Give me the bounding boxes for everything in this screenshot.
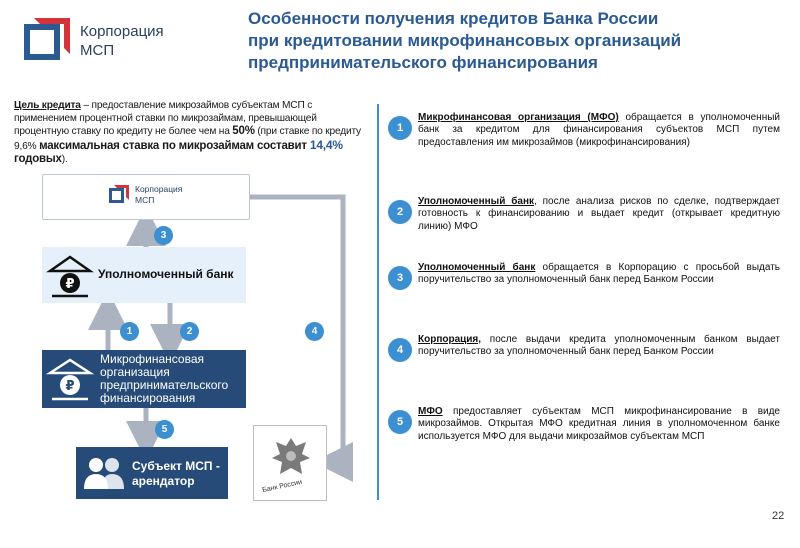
step-title: Корпорация,: [418, 334, 482, 345]
corporation-box: [42, 174, 250, 220]
page-title: [248, 8, 788, 74]
msp-subject-box: [76, 447, 228, 499]
svg-text:₽: ₽: [65, 379, 75, 394]
arrow-4: [250, 197, 343, 462]
step-number: 2: [388, 200, 412, 224]
people-icon: [82, 455, 126, 491]
bank-building-icon: [46, 251, 94, 299]
page-number: 22: [772, 510, 785, 522]
title-line3: предпринимательского финансирования: [248, 53, 598, 72]
corporation-logo-icon: [22, 18, 74, 66]
svg-text:₽: ₽: [65, 277, 75, 292]
step-number: 3: [388, 266, 412, 290]
goal-label: Цель кредита: [14, 100, 81, 111]
logo-text: [80, 22, 164, 60]
step-number: 5: [388, 410, 412, 434]
subject-label: Субъект МСП - арендатор: [132, 459, 220, 488]
goal-pct2: 14,4%: [309, 137, 343, 152]
goal-bold-text: максимальная ставка по микрозаймам составит: [39, 139, 310, 152]
step-number: 4: [388, 338, 412, 362]
bank-label: Уполномоченный банк: [98, 267, 234, 281]
step-text: после выдачи кредита уполномоченным банком выдает поручительство за уполномоченный банк перед Банком России: [418, 334, 780, 358]
step-title: Микрофинансовая организация (МФО): [418, 112, 619, 123]
title-line1: Особенности получения кредитов Банка России: [248, 9, 659, 28]
step-title: МФО: [418, 406, 443, 417]
step-number: 1: [388, 116, 412, 140]
badge-2: 2: [180, 322, 199, 341]
title-line2: при кредитовании микрофинансовых организаций: [248, 31, 682, 50]
goal-text1: – предоставление микрозаймов субъектам МСП с применением процентной ставки по микрозаймам, превышающей процентную ставку по кредиту не более чем на: [14, 100, 317, 138]
goal-pct1: 50%: [232, 125, 255, 138]
mfo-box: [42, 350, 246, 408]
cbr-label: Банк России: [261, 478, 303, 495]
credit-goal-text: [14, 100, 374, 167]
vertical-divider: [377, 104, 379, 500]
logo-line1: Корпорация: [80, 23, 164, 40]
corp-line1: Корпорация: [135, 184, 183, 194]
logo: [22, 18, 182, 66]
step-title: Уполномоченный банк: [418, 196, 534, 207]
step-text: обращается в уполномоченный банк за кредитом для финансирования субъектов МСП путем предоставления им микрозаймов (микрофинансирования): [418, 112, 780, 148]
logo-line2: МСП: [80, 42, 115, 59]
badge-3: 3: [154, 226, 173, 245]
goal-text4: ).: [61, 154, 68, 166]
goal-text3: годовых: [14, 153, 62, 166]
goal-text2: (при ставке по кредиту 9,6%: [14, 126, 361, 152]
step-text: обращается в Корпорацию с просьбой выдать поручительство за уполномоченный банк перед Банком России: [418, 262, 781, 286]
eagle-emblem-icon: [266, 432, 316, 482]
corporation-logo-small-icon: [109, 185, 129, 205]
corp-line2: МСП: [135, 195, 155, 205]
badge-1: 1: [120, 322, 139, 341]
bank-of-russia-box: [253, 425, 327, 501]
mfo-building-icon: [46, 355, 94, 403]
authorized-bank-box: [42, 247, 246, 303]
step-text: предоставляет субъектам МСП микрофинансирование в виде микрозаймов. Открытая МФО кредитная линия в уполномоченном банке используется МФО для выдачи микрозаймов субъектам МСП: [418, 406, 780, 442]
badge-4: 4: [305, 322, 324, 341]
badge-5: 5: [155, 420, 174, 439]
mfo-label: Микрофинансовая организация предпринимательского финансирования: [100, 352, 229, 405]
step-title: Уполномоченный банк: [418, 262, 536, 273]
step-text: , после анализа рисков по сделке, подтверждает готовность к финансированию и выдает кредит (открывает кредитную линию) МФО: [418, 196, 780, 232]
